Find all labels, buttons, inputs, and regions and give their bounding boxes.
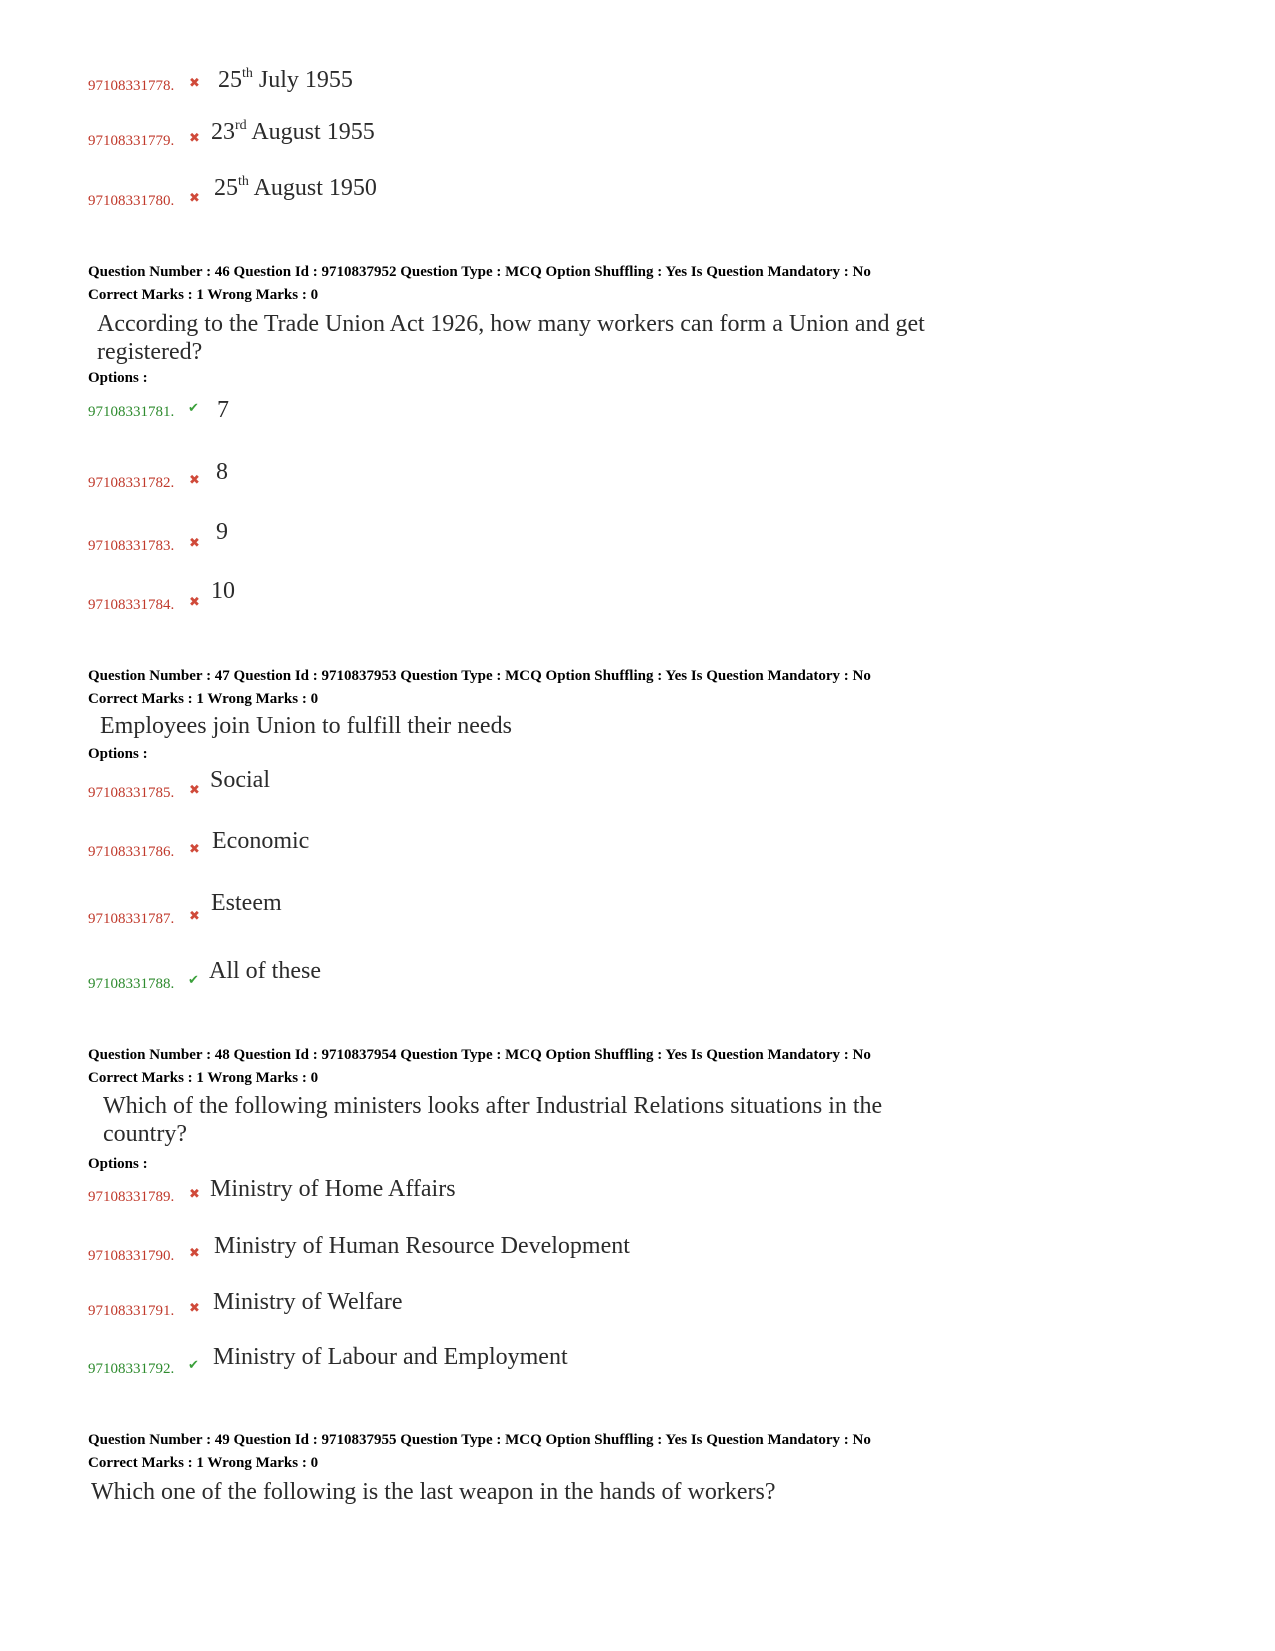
option-id: 97108331792.	[88, 1361, 175, 1377]
wrong-mark-icon: ✖	[189, 1246, 200, 1261]
correct-check-icon: ✔	[188, 401, 199, 416]
wrong-mark-icon: ✖	[189, 536, 200, 551]
wrong-mark-icon: ✖	[189, 1301, 200, 1316]
option-text: 25th July 1955	[218, 66, 353, 93]
question-meta: Question Number : 46 Question Id : 9710837952 Question Type : MCQ Option Shuffling : Yes Is Question Mandatory : No	[88, 264, 871, 280]
question-marks: Correct Marks : 1 Wrong Marks : 0	[88, 287, 319, 303]
option-text: Ministry of Labour and Employment	[213, 1344, 568, 1370]
question-marks: Correct Marks : 1 Wrong Marks : 0	[88, 1455, 319, 1471]
question-text-continued: country?	[103, 1121, 187, 1147]
option-text: 7	[217, 397, 229, 423]
option-id: 97108331783.	[88, 538, 175, 554]
wrong-mark-icon: ✖	[189, 909, 200, 924]
option-id: 97108331785.	[88, 785, 175, 801]
options-label: Options :	[88, 370, 148, 386]
option-text: 8	[216, 459, 228, 485]
option-id: 97108331779.	[88, 133, 175, 149]
question-meta: Question Number : 49 Question Id : 9710837955 Question Type : MCQ Option Shuffling : Yes Is Question Mandatory : No	[88, 1432, 871, 1448]
wrong-mark-icon: ✖	[189, 595, 200, 610]
option-id: 97108331788.	[88, 976, 175, 992]
question-text: Which one of the following is the last weapon in the hands of workers?	[91, 1479, 776, 1505]
option-id: 97108331781.	[88, 404, 175, 420]
correct-check-icon: ✔	[188, 973, 199, 988]
option-id: 97108331784.	[88, 597, 175, 613]
option-id: 97108331789.	[88, 1189, 175, 1205]
option-id: 97108331782.	[88, 475, 175, 491]
correct-check-icon: ✔	[188, 1358, 199, 1373]
options-label: Options :	[88, 746, 148, 762]
option-text: Esteem	[211, 890, 282, 916]
option-text: Ministry of Human Resource Development	[214, 1233, 630, 1259]
question-marks: Correct Marks : 1 Wrong Marks : 0	[88, 691, 319, 707]
option-text: Ministry of Home Affairs	[210, 1176, 456, 1202]
option-text: Social	[210, 767, 270, 793]
question-meta: Question Number : 47 Question Id : 9710837953 Question Type : MCQ Option Shuffling : Yes Is Question Mandatory : No	[88, 668, 871, 684]
wrong-mark-icon: ✖	[189, 473, 200, 488]
wrong-mark-icon: ✖	[189, 191, 200, 206]
option-id: 97108331786.	[88, 844, 175, 860]
wrong-mark-icon: ✖	[189, 842, 200, 857]
option-text: Ministry of Welfare	[213, 1289, 403, 1315]
options-label: Options :	[88, 1156, 148, 1172]
question-marks: Correct Marks : 1 Wrong Marks : 0	[88, 1070, 319, 1086]
option-id: 97108331790.	[88, 1248, 175, 1264]
option-text: Economic	[212, 828, 310, 854]
option-text: 10	[211, 578, 235, 604]
question-text: Employees join Union to fulfill their needs	[100, 713, 512, 739]
wrong-mark-icon: ✖	[189, 131, 200, 146]
option-id: 97108331791.	[88, 1303, 175, 1319]
option-id: 97108331780.	[88, 193, 175, 209]
question-text-continued: registered?	[97, 339, 203, 365]
question-meta: Question Number : 48 Question Id : 9710837954 Question Type : MCQ Option Shuffling : Yes Is Question Mandatory : No	[88, 1047, 871, 1063]
question-text: Which of the following ministers looks after Industrial Relations situations in the	[103, 1093, 883, 1119]
option-text: 25th August 1950	[214, 174, 377, 201]
wrong-mark-icon: ✖	[189, 783, 200, 798]
option-id: 97108331787.	[88, 911, 175, 927]
option-text: 23rd August 1955	[211, 118, 375, 145]
question-text: According to the Trade Union Act 1926, how many workers can form a Union and get	[97, 311, 925, 337]
wrong-mark-icon: ✖	[189, 1187, 200, 1202]
option-id: 97108331778.	[88, 78, 175, 94]
wrong-mark-icon: ✖	[189, 76, 200, 91]
option-text: All of these	[209, 958, 321, 984]
option-text: 9	[216, 519, 228, 545]
